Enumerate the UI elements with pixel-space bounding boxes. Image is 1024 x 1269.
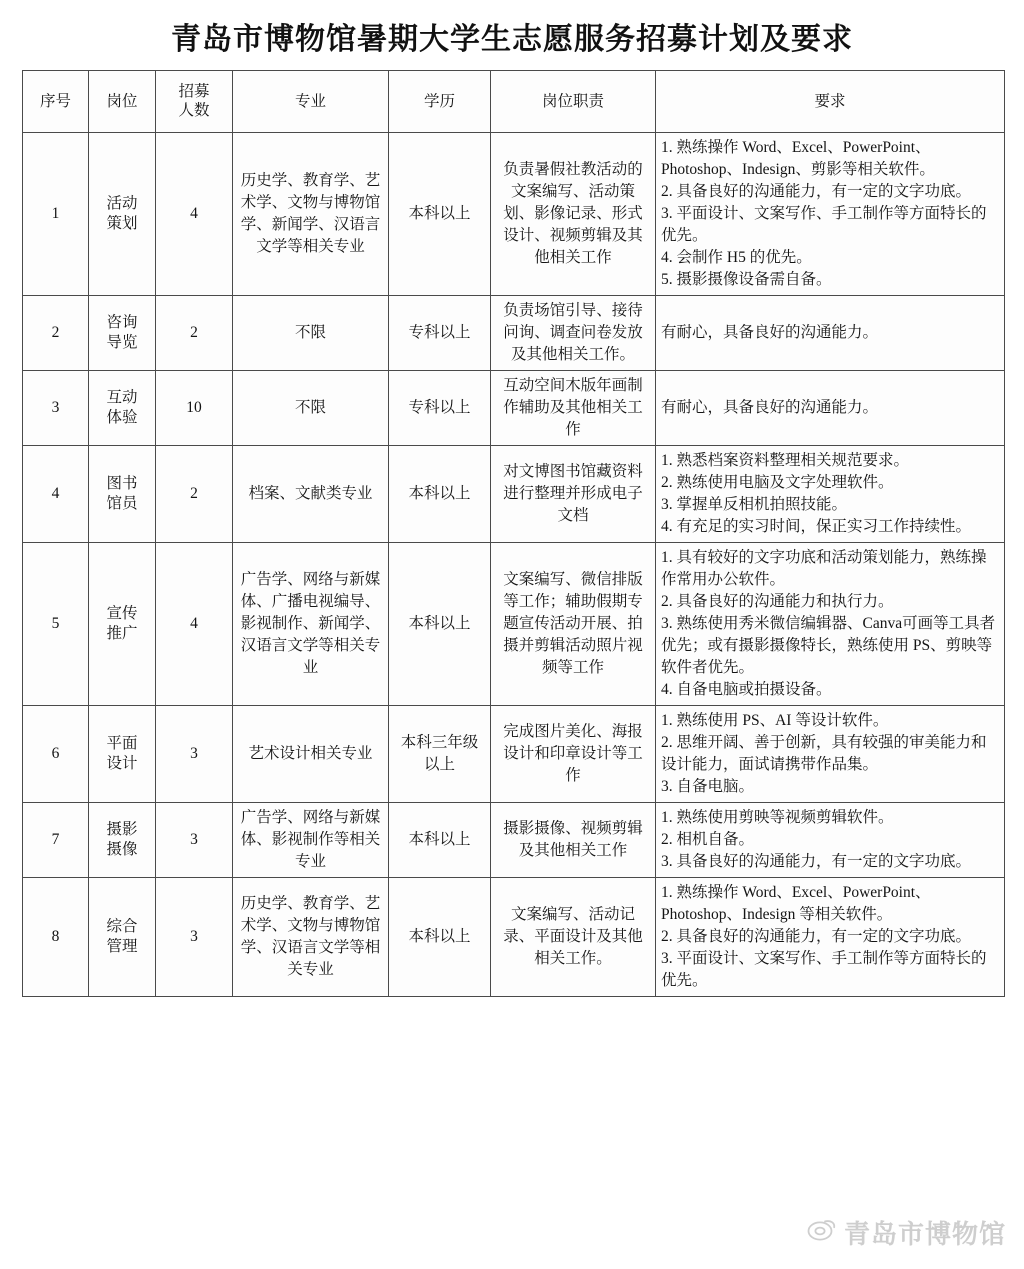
table-row	[23, 371, 1005, 446]
post-name-line: 体验	[106, 409, 138, 426]
requirement-line: 1. 熟练操作 Word、Excel、PowerPoint、Photoshop、Indesign、剪影等相关软件。	[661, 139, 935, 178]
post-name-stack	[94, 820, 150, 860]
table-row	[23, 446, 1005, 543]
post-name-line: 馆员	[106, 495, 138, 512]
post-name-line: 活动	[106, 194, 138, 212]
column-header-number	[156, 71, 233, 133]
cell-post	[89, 371, 156, 446]
requirement-line: 3. 具备良好的沟通能力，有一定的文字功底。	[661, 853, 972, 870]
requirement-line: 5. 摄影摄像设备需自备。	[661, 271, 832, 288]
requirement-line: 1. 具有较好的文字功底和活动策划能力，熟练操作常用办公软件。	[661, 549, 987, 588]
requirement-line: 有耐心，具备良好的沟通能力。	[661, 324, 879, 341]
post-name-line: 平面	[106, 734, 138, 752]
requirement-line: 1. 熟悉档案资料整理相关规范要求。	[661, 452, 910, 469]
post-name-line: 互动	[106, 388, 138, 406]
post-name-stack	[94, 917, 150, 957]
post-name-stack	[94, 313, 150, 353]
table-body	[23, 133, 1005, 997]
cell-requirement	[656, 446, 1005, 543]
requirement-line: 3. 平面设计、文案写作、手工制作等方面特长的优先。	[661, 205, 987, 244]
column-header-duty: 岗位职责	[491, 71, 656, 133]
recruitment-table	[22, 70, 1005, 997]
table-row	[23, 803, 1005, 878]
requirement-line: 2. 思维开阔、善于创新，具有较强的审美能力和设计能力，面试请携带作品集。	[661, 734, 987, 773]
cell-education: 本科以上	[389, 543, 491, 706]
cell-requirement	[656, 133, 1005, 296]
page-title: 青岛市博物馆暑期大学生志愿服务招募计划及要求	[171, 23, 853, 56]
cell-number: 10	[156, 371, 233, 446]
post-name-line: 宣传	[106, 604, 138, 622]
post-name-line: 摄像	[106, 841, 138, 858]
table-header-row	[23, 71, 1005, 133]
recruitment-table-container	[22, 70, 1004, 997]
post-name-stack	[94, 734, 150, 774]
cell-requirement	[656, 706, 1005, 803]
requirement-line: 2. 具备良好的沟通能力，有一定的文字功底。	[661, 928, 972, 945]
cell-requirement	[656, 878, 1005, 997]
post-name-line: 摄影	[106, 820, 138, 838]
post-name-line: 管理	[106, 938, 138, 955]
cell-education: 专科以上	[389, 296, 491, 371]
cell-major: 不限	[233, 371, 389, 446]
post-name-line: 推广	[106, 625, 138, 642]
table-row	[23, 878, 1005, 997]
table-row	[23, 296, 1005, 371]
post-name-line: 咨询	[106, 313, 138, 331]
cell-post	[89, 803, 156, 878]
post-name-stack	[94, 474, 150, 514]
column-header-number-line1: 招募	[178, 83, 210, 101]
weibo-eye-icon	[807, 1218, 837, 1247]
requirement-line: 2. 具备良好的沟通能力和执行力。	[661, 593, 894, 610]
table-row	[23, 133, 1005, 296]
cell-education: 本科以上	[389, 446, 491, 543]
requirement-line: 4. 会制作 H5 的优先。	[661, 249, 812, 266]
cell-major: 档案、文献类专业	[233, 446, 389, 543]
table-header	[23, 71, 1005, 133]
cell-post	[89, 878, 156, 997]
cell-duty: 对文博图书馆藏资料进行整理并形成电子文档	[491, 446, 656, 543]
post-name-stack	[94, 194, 150, 234]
cell-index: 8	[23, 878, 89, 997]
cell-index: 6	[23, 706, 89, 803]
requirement-line: 1. 熟练使用剪映等视频剪辑软件。	[661, 809, 894, 826]
cell-number: 2	[156, 446, 233, 543]
cell-number: 3	[156, 706, 233, 803]
column-header-number-line2: 人数	[178, 101, 210, 119]
cell-duty: 负责暑假社教活动的文案编写、活动策划、影像记录、形式设计、视频剪辑及其他相关工作	[491, 133, 656, 296]
cell-index: 4	[23, 446, 89, 543]
cell-number: 4	[156, 133, 233, 296]
table-row	[23, 706, 1005, 803]
post-name-stack	[94, 388, 150, 428]
cell-major: 不限	[233, 296, 389, 371]
cell-requirement	[656, 543, 1005, 706]
cell-index: 1	[23, 133, 89, 296]
column-header-requirement: 要求	[656, 71, 1005, 133]
requirement-line: 3. 自备电脑。	[661, 778, 755, 795]
column-header-major: 专业	[233, 71, 389, 133]
requirement-line: 2. 具备良好的沟通能力，有一定的文字功底。	[661, 183, 972, 200]
cell-duty: 摄影摄像、视频剪辑及其他相关工作	[491, 803, 656, 878]
post-name-line: 综合	[106, 917, 138, 935]
cell-number: 3	[156, 803, 233, 878]
cell-number: 4	[156, 543, 233, 706]
cell-duty: 负责场馆引导、接待问询、调查问卷发放及其他相关工作。	[491, 296, 656, 371]
table-row	[23, 543, 1005, 706]
watermark-label: 青岛市博物馆	[843, 1219, 1006, 1249]
requirement-line: 3. 掌握单反相机拍照技能。	[661, 496, 848, 513]
cell-requirement	[656, 296, 1005, 371]
cell-major: 艺术设计相关专业	[233, 706, 389, 803]
cell-education: 本科以上	[389, 878, 491, 997]
requirement-line: 2. 相机自备。	[661, 831, 755, 848]
cell-post	[89, 296, 156, 371]
post-name-line: 导览	[106, 334, 138, 351]
cell-index: 5	[23, 543, 89, 706]
cell-education: 本科以上	[389, 133, 491, 296]
requirement-line: 有耐心，具备良好的沟通能力。	[661, 399, 879, 416]
requirement-line: 2. 熟练使用电脑及文字处理软件。	[661, 474, 894, 491]
cell-major: 广告学、网络与新媒体、广播电视编导、影视制作、新闻学、汉语言文学等相关专业	[233, 543, 389, 706]
cell-duty: 互动空间木版年画制作辅助及其他相关工作	[491, 371, 656, 446]
cell-duty: 文案编写、微信排版等工作；辅助假期专题宣传活动开展、拍摄并剪辑活动照片视频等工作	[491, 543, 656, 706]
cell-post	[89, 446, 156, 543]
cell-index: 3	[23, 371, 89, 446]
cell-education: 本科以上	[389, 803, 491, 878]
cell-duty: 完成图片美化、海报设计和印章设计等工作	[491, 706, 656, 803]
cell-major: 广告学、网络与新媒体、影视制作等相关专业	[233, 803, 389, 878]
cell-number: 2	[156, 296, 233, 371]
requirement-line: 3. 平面设计、文案写作、手工制作等方面特长的优先。	[661, 950, 987, 989]
cell-index: 7	[23, 803, 89, 878]
weibo-watermark	[807, 1214, 1006, 1251]
cell-index: 2	[23, 296, 89, 371]
column-header-index: 序号	[23, 71, 89, 133]
column-header-education: 学历	[389, 71, 491, 133]
cell-requirement	[656, 371, 1005, 446]
column-header-post: 岗位	[89, 71, 156, 133]
post-name-stack	[94, 604, 150, 644]
cell-major: 历史学、教育学、艺术学、文物与博物馆学、新闻学、汉语言文学等相关专业	[233, 133, 389, 296]
cell-major: 历史学、教育学、艺术学、文物与博物馆学、汉语言文学等相关专业	[233, 878, 389, 997]
post-name-line: 设计	[106, 755, 138, 772]
post-name-line: 策划	[106, 215, 138, 232]
cell-duty: 文案编写、活动记录、平面设计及其他相关工作。	[491, 878, 656, 997]
cell-education: 专科以上	[389, 371, 491, 446]
requirement-line: 1. 熟练使用 PS、AI 等设计软件。	[661, 712, 889, 729]
requirement-line: 4. 有充足的实习时间，保正实习工作持续性。	[661, 518, 972, 535]
requirement-line: 1. 熟练操作 Word、Excel、PowerPoint、Photoshop、Indesign 等相关软件。	[661, 884, 931, 923]
cell-post	[89, 133, 156, 296]
requirement-line: 3. 熟练使用秀米微信编辑器、Canva可画等工具者优先；或有摄影摄像特长，熟练使用 PS、剪映等软件者优先。	[661, 615, 996, 676]
cell-post	[89, 706, 156, 803]
post-name-line: 图书	[106, 474, 138, 492]
requirement-line: 4. 自备电脑或拍摄设备。	[661, 681, 832, 698]
cell-requirement	[656, 803, 1005, 878]
cell-post	[89, 543, 156, 706]
cell-number: 3	[156, 878, 233, 997]
cell-education: 本科三年级以上	[389, 706, 491, 803]
